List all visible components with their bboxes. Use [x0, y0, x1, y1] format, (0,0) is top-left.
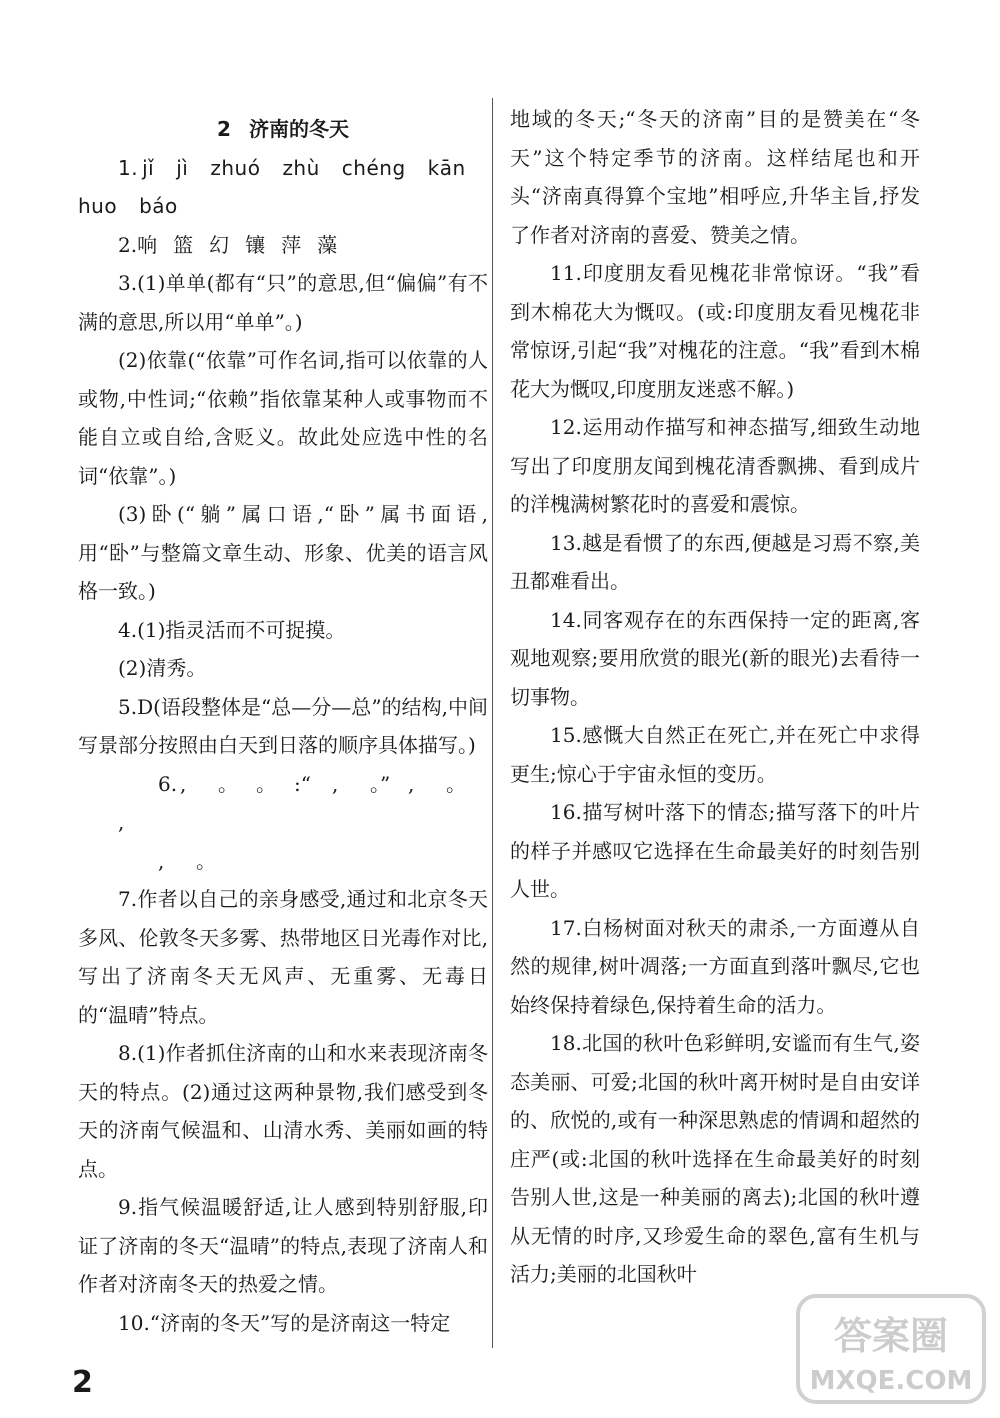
- pinyin: jì: [176, 155, 189, 180]
- answer-8: 8.(1)作者抓住济南的山和水来表现济南冬天的特点。(2)通过这两种景物,我们感受到冬天的济南气候温和、山清水秀、美丽如画的特点。: [78, 1041, 488, 1181]
- char: 萍: [281, 232, 302, 257]
- pinyin: zhù: [282, 155, 320, 180]
- answer-17: 17.白杨树面对秋天的肃杀,一方面遵从自然的规律,树叶凋落;一方面直到落叶飘尽,它也始终保持着绿色,保持着生命的活力。: [510, 915, 920, 1017]
- answer-10-continued: 地域的冬天;“冬天的济南”目的是赞美在“冬天”这个特定季节的济南。这样结尾也和开头“济南真得算个宝地”相呼应,升华主旨,抒发了作者对济南的喜爱、赞美之情。: [510, 107, 920, 247]
- right-column: [510, 100, 920, 1294]
- pinyin: huo: [78, 194, 118, 218]
- punctuation-mark: ,: [118, 810, 125, 834]
- char: 藻: [317, 232, 338, 257]
- punctuation-mark: ,: [158, 848, 165, 873]
- page-number: 2: [72, 1365, 93, 1400]
- section-title-text: 济南的冬天: [248, 117, 349, 141]
- punctuation-mark: 。: [256, 771, 276, 796]
- column-divider: [492, 98, 493, 1348]
- answer-2-label: 2.: [118, 232, 138, 257]
- answer-9: 9.指气候温暖舒适,让人感到特别舒服,印证了济南的冬天“温晴”的特点,表现了济南人和作者对济南冬天的热爱之情。: [78, 1195, 488, 1296]
- pinyin: zhuó: [210, 155, 261, 180]
- watermark-text-bottom: MXQE.COM: [809, 1366, 973, 1396]
- punctuation-mark: 。: [446, 771, 466, 796]
- answer-6: [78, 765, 488, 842]
- punctuation-mark: ,: [408, 771, 415, 796]
- left-column: [78, 100, 488, 1342]
- answer-15: 15.感慨大自然正在死亡,并在死亡中求得更生;惊心于宇宙永恒的变历。: [510, 723, 920, 786]
- answer-11: 11.印度朋友看见槐花非常惊讶。“我”看到木棉花大为慨叹。(或:印度朋友看见槐花非常惊讶,引起“我”对槐花的注意。“我”看到木棉花大为慨叹,印度朋友迷惑不解。): [510, 261, 920, 401]
- char: 响: [137, 232, 158, 257]
- watermark-text-top: 答案圈: [833, 1314, 949, 1358]
- punctuation-mark: :“: [294, 771, 311, 796]
- punctuation-mark: 。: [196, 848, 216, 873]
- pinyin: jǐ: [142, 155, 155, 180]
- answer-1: [78, 149, 488, 188]
- answer-14: 14.同客观存在的东西保持一定的距离,客观地观察;要用欣赏的眼光(新的眼光)去看待一切事物。: [510, 607, 920, 709]
- answer-6-label: 6.: [158, 771, 178, 796]
- answer-3-2: (2)依靠(“依靠”可作名词,指可以依靠的人或物,中性词;“依赖”指依靠某种人或事物而不能自立或自给,含贬义。故此处应选中性的名词“依靠”。): [78, 348, 488, 488]
- answer-12: 12.运用动作描写和神态描写,细致生动地写出了印度朋友闻到槐花清香飘拂、看到成片的洋槐满树繁花时的喜爱和震惊。: [510, 415, 920, 516]
- answer-3-1: 3.(1)单单(都有“只”的意思,但“偏偏”有不满的意思,所以用“单单”。): [78, 271, 488, 334]
- watermark-logo: [796, 1294, 986, 1404]
- answer-4-2: (2)清秀。: [118, 656, 207, 680]
- answer-7: 7.作者以自己的亲身感受,通过和北京冬天多风、伦敦冬天多雾、热带地区日光毒作对比,写出了济南冬天无风声、无重雾、无毒日的“温晴”特点。: [78, 887, 488, 1027]
- answer-18: 18.北国的秋叶色彩鲜明,安谧而有生气,姿态美丽、可爱;北国的秋叶离开树时是自由安详的、欣悦的,或有一种深思熟虑的情调和超然的庄严(或:北国的秋叶选择在生命最美好的时刻告别人世,这是一种美丽的离去);北国的秋叶遵从无情的时序,又珍爱生命的翠色,富有生机与活力;美丽的北国秋叶: [510, 1031, 920, 1286]
- char: 幻: [209, 232, 230, 257]
- section-title: [78, 110, 488, 149]
- answer-5: 5.D(语段整体是“总—分—总”的结构,中间写景部分按照由白天到日落的顺序具体描写。): [78, 694, 488, 757]
- answer-3-3: (3)卧(“躺”属口语,“卧”属书面语,用“卧”与整篇文章生动、形象、优美的语言风格一致。): [78, 502, 488, 603]
- answer-16: 16.描写树叶落下的情态;描写落下的叶片的样子并感叹它选择在生命最美好的时刻告别人世。: [510, 800, 920, 901]
- answer-2: [78, 226, 488, 265]
- punctuation-mark: 。: [218, 771, 238, 796]
- char: 镶: [245, 232, 266, 257]
- pinyin: báo: [139, 194, 178, 218]
- answer-13: 13.越是看惯了的东西,便越是习焉不察,美丑都难看出。: [510, 530, 920, 593]
- punctuation-mark: 。”: [370, 771, 391, 796]
- pinyin: chéng: [341, 155, 406, 180]
- answer-4-1: 4.(1)指灵活而不可捉摸。: [118, 617, 346, 642]
- answer-10-start: 10.“济南的冬天”写的是济南这一特定: [118, 1310, 451, 1335]
- section-number: 2: [217, 117, 231, 141]
- answer-1-label: 1.: [118, 155, 139, 180]
- punctuation-mark: ,: [332, 771, 339, 796]
- punctuation-mark: ,: [180, 771, 187, 796]
- answer-6-line2: [78, 842, 488, 881]
- char: 篮: [173, 232, 194, 257]
- answer-1-line2: [78, 187, 488, 226]
- pinyin: kān: [427, 155, 466, 180]
